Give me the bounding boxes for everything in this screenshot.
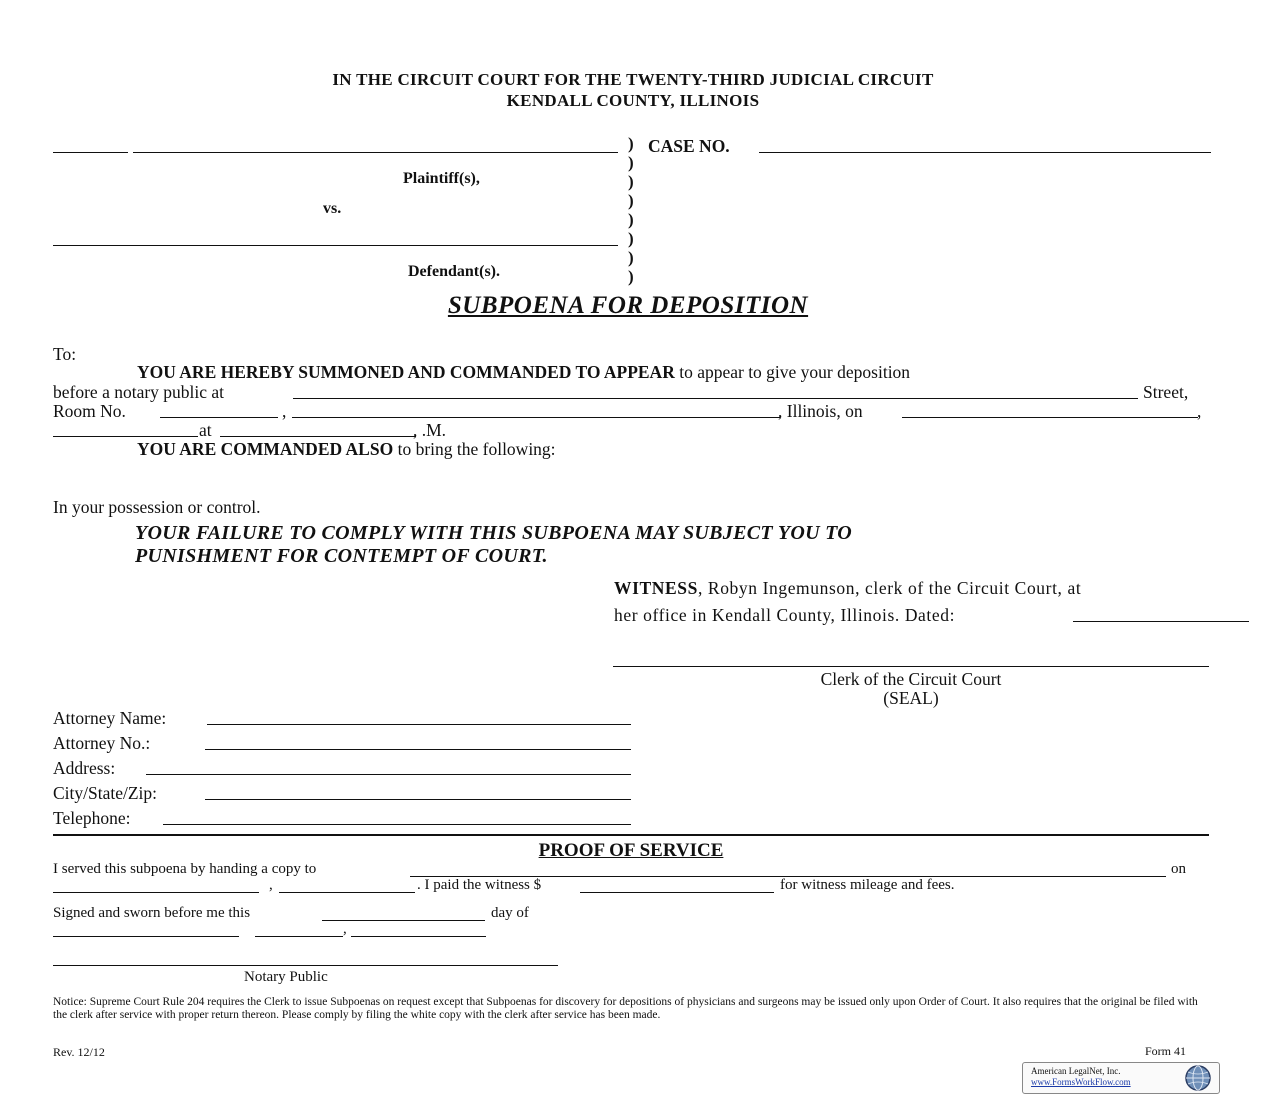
plaintiff-line-a[interactable] <box>53 152 128 153</box>
telephone-field[interactable] <box>163 824 631 825</box>
m-label: , .M. <box>413 420 447 440</box>
witness-line1-rest: , Robyn Ingemunson, clerk of the Circuit Court, at <box>697 578 1082 598</box>
signed-label: Signed and sworn before me this <box>53 905 251 921</box>
also-line <box>137 439 556 460</box>
witness-bold: WITNESS <box>614 578 698 598</box>
dated-field[interactable] <box>1073 621 1249 622</box>
caption-paren: ) <box>628 210 634 229</box>
to-label: To: <box>53 344 77 364</box>
address-field[interactable] <box>146 774 631 775</box>
served-label: I served this subpoena by handing a copy to <box>53 861 317 877</box>
document-title: SUBPOENA FOR DEPOSITION <box>447 292 809 319</box>
vs-label: vs. <box>323 200 342 217</box>
defendant-line[interactable] <box>53 245 618 246</box>
deposition-address-field[interactable] <box>293 398 1138 399</box>
form-number: Form 41 <box>1145 1044 1187 1058</box>
comma: , <box>269 877 273 893</box>
illinois-on-label: , Illinois, on <box>778 401 863 421</box>
clerk-label: Clerk of the Circuit Court <box>820 669 1002 689</box>
day-of-label: day of <box>491 905 529 921</box>
caption-paren: ) <box>628 134 634 153</box>
before-notary-label: before a notary public at <box>53 382 225 402</box>
caption-paren: ) <box>628 248 634 267</box>
clerk-signature-line[interactable] <box>613 666 1209 667</box>
city-state-zip-field[interactable] <box>205 799 631 800</box>
legalnet-logo[interactable] <box>1022 1062 1220 1094</box>
case-no-field[interactable] <box>759 152 1211 153</box>
street-label: Street, <box>1143 382 1189 402</box>
caption-paren: ) <box>628 191 634 210</box>
witness-line1 <box>614 578 1081 599</box>
room-no-field[interactable] <box>160 417 278 418</box>
logo-company: American LegalNet, Inc. <box>1031 1066 1121 1076</box>
court-header-line2: KENDALL COUNTY, ILLINOIS <box>506 91 760 110</box>
city-state-zip-label: City/State/Zip: <box>53 783 158 803</box>
possession-label: In your possession or control. <box>53 497 261 517</box>
seal-label: (SEAL) <box>883 688 939 708</box>
comma: , <box>1197 401 1202 421</box>
proof-of-service-heading: PROOF OF SERVICE <box>538 840 724 861</box>
summons-line <box>137 362 910 383</box>
mileage-label: for witness mileage and fees. <box>780 877 955 893</box>
served-year-field[interactable] <box>279 892 415 893</box>
at-label: at <box>199 420 212 440</box>
caption-paren: ) <box>628 172 634 191</box>
room-label: Room No. <box>53 401 126 421</box>
notice-text: Notice: Supreme Court Rule 204 requires the Clerk to issue Subpoenas on request except that Subpoenas for discovery for depositions of physicians and surgeons may be issued only upon Order of Court. It also requires that the original be filed with the clerk after service with proper return thereon. Please comply by filing the white copy with the clerk after service has been made. <box>53 996 1198 1021</box>
warning-line2: PUNISHMENT FOR CONTEMPT OF COURT. <box>135 545 548 567</box>
revision-label: Rev. 12/12 <box>53 1045 105 1059</box>
case-no-label: CASE NO. <box>648 136 730 156</box>
witness-line2: her office in Kendall County, Illinois. Dated: <box>614 605 956 625</box>
attorney-name-label: Attorney Name: <box>53 708 167 728</box>
day-field[interactable] <box>53 436 198 437</box>
logo-url[interactable]: www.FormsWorkFlow.com <box>1031 1077 1131 1087</box>
attorney-no-label: Attorney No.: <box>53 733 151 753</box>
address-label: Address: <box>53 758 116 778</box>
date-field[interactable] <box>902 417 1198 418</box>
comma: , <box>343 921 347 937</box>
caption-paren: ) <box>628 267 634 286</box>
attorney-name-field[interactable] <box>207 724 631 725</box>
notary-label: Notary Public <box>244 969 328 985</box>
notary-signature-line[interactable] <box>53 965 558 966</box>
on-label: on <box>1171 861 1186 877</box>
caption-paren: ) <box>628 153 634 172</box>
fee-amount-field[interactable] <box>580 892 774 893</box>
also-rest: to bring the following: <box>397 439 556 459</box>
court-header-line1: IN THE CIRCUIT COURT FOR THE TWENTY-THIRD JUDICIAL CIRCUIT <box>332 70 934 89</box>
signed-month-field[interactable] <box>53 936 239 937</box>
city-field[interactable] <box>292 417 780 418</box>
served-date-field[interactable] <box>53 892 259 893</box>
caption-paren: ) <box>628 229 634 248</box>
signed-year-a-field[interactable] <box>255 936 343 937</box>
section-divider <box>53 834 1209 836</box>
telephone-label: Telephone: <box>53 808 131 828</box>
plaintiff-label: Plaintiff(s), <box>403 170 480 187</box>
comma: , <box>282 401 287 421</box>
also-bold: YOU ARE COMMANDED ALSO <box>137 439 394 459</box>
plaintiff-line-b[interactable] <box>133 152 618 153</box>
time-field[interactable] <box>220 436 416 437</box>
summons-rest: to appear to give your deposition <box>679 362 911 382</box>
paid-label: . I paid the witness $ <box>417 877 542 893</box>
signed-year-b-field[interactable] <box>351 936 486 937</box>
summons-bold: YOU ARE HEREBY SUMMONED AND COMMANDED TO APPEAR <box>137 362 675 382</box>
attorney-no-field[interactable] <box>205 749 631 750</box>
defendant-label: Defendant(s). <box>408 263 500 280</box>
globe-icon <box>1183 1064 1213 1092</box>
warning-line1: YOUR FAILURE TO COMPLY WITH THIS SUBPOENA MAY SUBJECT YOU TO <box>135 522 853 544</box>
